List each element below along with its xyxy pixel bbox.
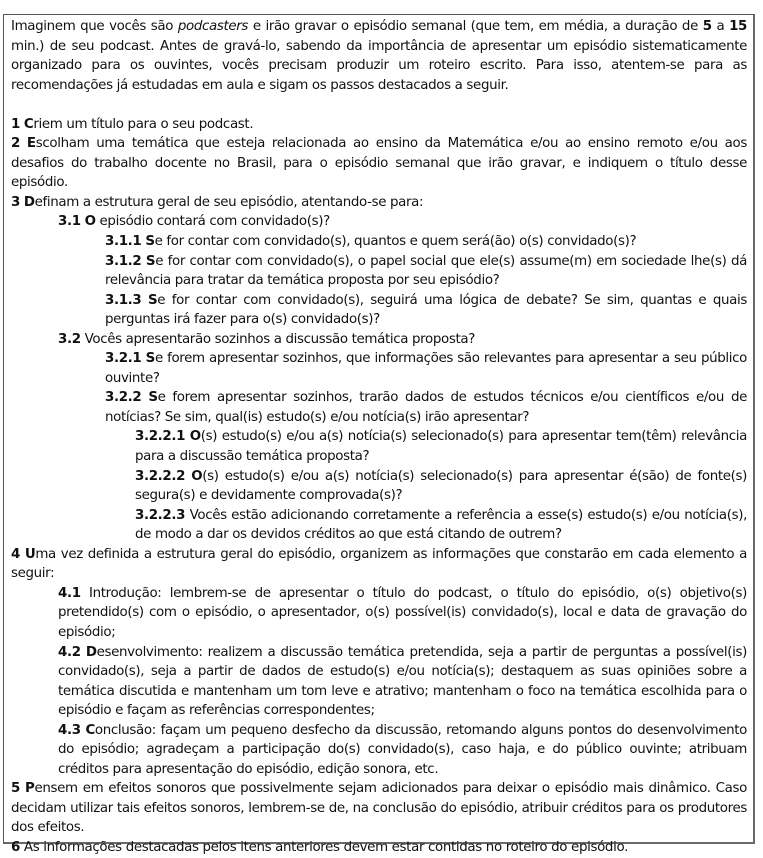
step-item bbox=[11, 252, 747, 291]
step-item bbox=[11, 721, 747, 780]
step-text: (s) estudo(s) e/ou a(s) notícia(s) selecionado(s) para apresentar tem(têm) relevância para a discussão temática proposta? bbox=[135, 429, 747, 465]
step-number: 3.2.2.1 bbox=[135, 429, 186, 445]
step-item bbox=[11, 643, 747, 721]
step-number: 6 bbox=[11, 839, 20, 855]
step-lead: S bbox=[145, 253, 156, 269]
step-number: 3.2 bbox=[58, 331, 81, 347]
step-item bbox=[11, 291, 747, 330]
step-text: As informações destacadas pelos itens anteriores devem estar contidas no roteiro do episódio. bbox=[23, 839, 628, 855]
step-text: e forem apresentar sozinhos, trarão dados de estudos técnicos e/ou científicos e/ou de notícias? Se sim, qual(is) estudo(s) e/ou notícia(s) irão apresentar? bbox=[105, 390, 747, 425]
step-lead: S bbox=[148, 292, 158, 308]
step-number: 4.2 bbox=[58, 644, 81, 660]
step-item bbox=[11, 388, 747, 427]
step-number: 5 bbox=[11, 781, 20, 797]
step-text: Vocês apresentarão sozinhos a discussão temática proposta? bbox=[84, 331, 476, 347]
intro-text: e irão gravar o episódio semanal (que tem, em média, a duração de bbox=[248, 19, 703, 34]
step-text: scolham uma temática que esteja relacionada ao ensino da Matemática e/ou ao ensino remoto e/ou aos desafios do trabalho docente no Brasil, para o episódio semanal que irão gravar, e indiquem o título desse episódio. bbox=[11, 136, 747, 191]
step-number: 3.1 bbox=[58, 214, 81, 230]
step-item bbox=[11, 349, 747, 388]
step-item bbox=[11, 506, 747, 545]
step-item bbox=[11, 115, 747, 135]
step-number: 3.1.2 bbox=[105, 253, 142, 269]
step-text: Introdução: lembrem-se de apresentar o título do podcast, o título do episódio, o(s) objetivo(s) pretendido(s) com o episódio, o apresentador, o(s) possível(is) convidado(s), local e data de gravação do episódio; bbox=[58, 585, 747, 640]
step-number: 4.3 bbox=[58, 722, 81, 738]
step-lead: D bbox=[85, 644, 97, 660]
intro-paragraph bbox=[11, 17, 747, 95]
duration-max: 15 bbox=[729, 19, 747, 34]
spacer bbox=[11, 95, 747, 115]
step-number: 1 bbox=[11, 116, 20, 132]
step-item bbox=[11, 838, 747, 858]
step-lead: S bbox=[145, 351, 155, 367]
step-item bbox=[11, 212, 747, 232]
step-text: ensem em efeitos sonoros que possivelmente sejam adicionados para deixar o episódio mais dinâmico. Caso decidam utilizar tais efeitos sonoros, lembrem-se de, na conclusão do episódio, atribuir créditos para os produtores dos efeitos. bbox=[11, 781, 747, 836]
intro-text: min.) de seu podcast. Antes de gravá-lo, sabendo da importância de apresentar um episódio sistematicamente organizado para os ouvintes, vocês precisam produzir um roteiro escrito. Para isso, atentem-se para as recomendações já estudadas em aula e sigam os passos destacados a seguir. bbox=[11, 38, 747, 93]
step-lead: E bbox=[26, 136, 36, 152]
step-item bbox=[11, 232, 747, 252]
step-item bbox=[11, 193, 747, 213]
step-number: 3.2.2.3 bbox=[135, 507, 186, 523]
duration-min: 5 bbox=[702, 19, 712, 34]
instructions-box bbox=[3, 14, 755, 855]
step-lead: O bbox=[84, 214, 96, 230]
step-text: e forem apresentar sozinhos, que informações são relevantes para apresentar a seu público ouvinte? bbox=[105, 351, 747, 386]
step-item bbox=[11, 467, 747, 506]
step-text: episódio contará com convidado(s)? bbox=[95, 214, 330, 230]
step-text: e for contar com convidado(s), seguirá uma lógica de debate? Se sim, quantas e quais perguntas irá fazer para o(s) convidado(s)? bbox=[105, 292, 747, 328]
step-number: 4 bbox=[11, 546, 20, 562]
step-lead: S bbox=[148, 390, 158, 406]
step-number: 3.2.2.2 bbox=[135, 468, 186, 484]
step-item bbox=[11, 134, 747, 193]
step-text: onclusão: façam um pequeno desfecho da discussão, retomando alguns pontos do desenvolvimento do episódio; agradeçam a participação do(s) convidado(s), caso haja, e do público ouvinte; atribuam créditos para apresentação do episódio, edição sonora, etc. bbox=[58, 722, 747, 777]
step-text: ma vez definida a estrutura geral do episódio, organizem as informações que constarão em cada elemento a seguir: bbox=[11, 546, 747, 582]
step-text: e for contar com convidado(s), o papel social que ele(s) assume(m) em sociedade lhe(s) dá relevância para tratar da temática proposta por seu episódio? bbox=[105, 253, 747, 289]
step-number: 2 bbox=[11, 136, 20, 152]
step-number: 3.2.2 bbox=[105, 390, 142, 406]
intro-italic-term: podcasters bbox=[177, 19, 249, 34]
step-number: 3 bbox=[11, 194, 20, 210]
step-text: Vocês estão adicionando corretamente a referência a esse(s) estudo(s) e/ou notícia(s), de modo a dar os devidos créditos ao que está citando de outrem? bbox=[135, 507, 747, 543]
step-item bbox=[11, 427, 747, 466]
step-item bbox=[11, 545, 747, 584]
intro-text: Imaginem que vocês são bbox=[11, 19, 178, 34]
step-lead: C bbox=[85, 722, 95, 738]
step-lead: O bbox=[189, 429, 201, 445]
step-item bbox=[11, 584, 747, 643]
step-item bbox=[11, 779, 747, 838]
step-text: riem um título para o seu podcast. bbox=[33, 116, 254, 132]
step-lead: P bbox=[24, 781, 35, 797]
step-number: 4.1 bbox=[58, 585, 81, 601]
step-number: 3.2.1 bbox=[105, 351, 142, 367]
step-item bbox=[11, 330, 747, 350]
step-lead: U bbox=[24, 546, 36, 562]
step-text: (s) estudo(s) e/ou a(s) notícia(s) selecionado(s) para apresentar é(são) de fonte(s) segura(s) e devidamente comprovada(s)? bbox=[135, 468, 747, 504]
step-lead: O bbox=[191, 468, 203, 484]
step-lead: D bbox=[23, 194, 35, 210]
step-number: 3.1.3 bbox=[105, 292, 142, 308]
intro-text: a bbox=[711, 19, 730, 34]
step-lead: C bbox=[23, 116, 34, 132]
step-lead: S bbox=[145, 234, 155, 250]
step-text: esenvolvimento: realizem a discussão temática pretendida, seja a partir de perguntas a possível(is) convidado(s), seja a partir de dados de estudo(s) e/ou notícia(s); destaquem as suas opiniões sobre a temática discutida e mantenham um tom leve e atrativo; mantenham o foco na temática escolhida para o episódio e façam as referências correspondentes; bbox=[58, 644, 747, 719]
step-text: efinam a estrutura geral de seu episódio, atentando-se para: bbox=[34, 194, 424, 210]
step-number: 3.1.1 bbox=[105, 234, 142, 250]
step-text: e for contar com convidado(s), quantos e quem será(ão) o(s) convidado(s)? bbox=[154, 234, 637, 250]
